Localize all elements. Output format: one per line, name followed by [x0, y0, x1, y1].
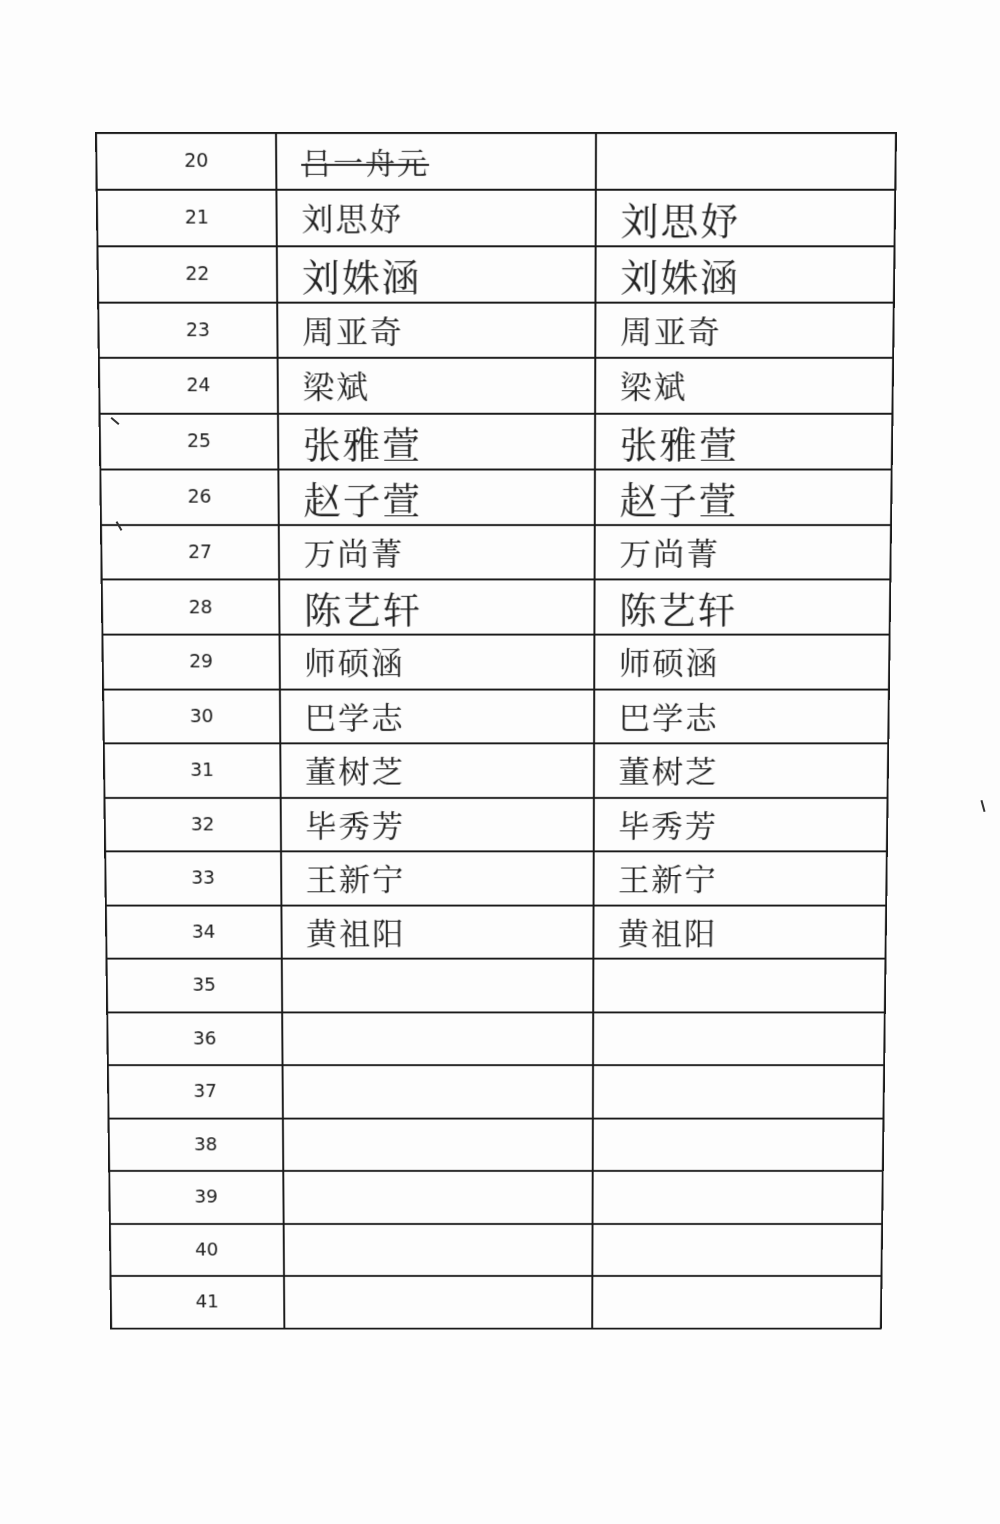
signature-table-body	[96, 133, 896, 1328]
signature-second	[593, 1171, 883, 1224]
signature-first	[282, 959, 594, 1012]
signature-first	[284, 1224, 593, 1276]
table-row	[103, 689, 889, 743]
signature-first: 陈艺轩	[279, 579, 594, 634]
table-row	[104, 743, 888, 797]
table-row	[100, 413, 893, 469]
signature-second	[596, 133, 896, 189]
signature-second	[592, 1224, 882, 1276]
table-row	[110, 1224, 882, 1276]
row-number: 37	[108, 1065, 283, 1118]
table-row	[111, 1276, 882, 1328]
signature-second: 周亚奇	[595, 302, 894, 358]
signature-first: 毕秀芳	[281, 797, 594, 851]
signature-second: 赵子萱	[595, 469, 892, 525]
signature-second: 刘思妤	[596, 189, 896, 246]
row-number: 32	[104, 797, 281, 851]
signature-first	[283, 1118, 593, 1171]
table-row	[99, 358, 893, 413]
table-row	[100, 469, 891, 525]
signature-second	[593, 1012, 885, 1065]
row-number: 22	[97, 246, 277, 302]
row-number: 38	[109, 1118, 284, 1171]
table-row	[109, 1118, 884, 1171]
signature-second: 万尚菁	[595, 525, 891, 580]
row-number: 31	[104, 743, 281, 797]
signature-first: 梁斌	[278, 358, 596, 413]
row-number: 40	[110, 1224, 284, 1276]
row-number: 41	[111, 1276, 285, 1328]
table-row	[101, 525, 891, 580]
signature-struck-out: 吕一舟元	[276, 133, 596, 189]
row-number: 39	[109, 1171, 283, 1224]
table-row	[98, 302, 894, 358]
signature-second	[593, 959, 885, 1012]
table-row	[107, 959, 886, 1012]
table-row	[104, 797, 887, 851]
table-row	[106, 905, 886, 959]
signature-first	[284, 1276, 592, 1328]
signature-first: 万尚菁	[279, 525, 595, 580]
table-row	[107, 1012, 885, 1065]
table-row	[108, 1065, 884, 1118]
table-row	[97, 189, 896, 246]
signature-first	[282, 1012, 593, 1065]
signature-first: 张雅萱	[278, 413, 595, 469]
signature-second: 巴学志	[594, 689, 889, 743]
signature-second: 陈艺轩	[594, 579, 890, 634]
signature-second: 刘姝涵	[595, 246, 894, 302]
row-number: 33	[105, 851, 281, 905]
signature-second: 梁斌	[595, 358, 893, 413]
signature-second: 王新宁	[594, 851, 887, 905]
signature-first: 董树芝	[280, 743, 594, 797]
row-number: 27	[101, 525, 279, 580]
row-number: 29	[102, 635, 280, 689]
row-number: 25	[100, 413, 279, 469]
signature-first	[283, 1065, 594, 1118]
signature-first: 赵子萱	[278, 469, 595, 525]
row-number: 24	[99, 358, 278, 413]
table-row	[96, 133, 896, 189]
table-row	[102, 635, 889, 689]
signature-first	[283, 1171, 592, 1224]
table-row	[97, 246, 894, 302]
signature-second: 师硕涵	[594, 635, 889, 689]
signature-second: 张雅萱	[595, 413, 892, 469]
table-row	[105, 851, 887, 905]
signature-second	[592, 1276, 881, 1328]
row-number: 21	[97, 189, 277, 246]
signature-first: 巴学志	[280, 689, 594, 743]
margin-tick-mark	[980, 800, 985, 812]
row-number: 23	[98, 302, 277, 358]
signature-first: 王新宁	[281, 851, 594, 905]
table-row	[109, 1171, 883, 1224]
signature-second	[593, 1065, 884, 1118]
signature-second: 毕秀芳	[594, 797, 888, 851]
row-number: 35	[107, 959, 283, 1012]
signature-first: 刘姝涵	[277, 246, 596, 302]
signature-first: 黄祖阳	[281, 905, 593, 959]
row-number: 34	[106, 905, 282, 959]
row-number: 36	[107, 1012, 282, 1065]
row-number: 20	[96, 133, 276, 189]
signature-second	[593, 1118, 884, 1171]
signature-first: 周亚奇	[277, 302, 595, 358]
row-number: 28	[102, 579, 280, 634]
signature-table	[95, 132, 897, 1329]
signature-second: 黄祖阳	[593, 905, 886, 959]
signature-first: 刘思妤	[276, 189, 595, 246]
signature-first: 师硕涵	[280, 635, 595, 689]
signature-second: 董树芝	[594, 743, 888, 797]
row-number: 30	[103, 689, 280, 743]
row-number: 26	[100, 469, 278, 525]
table-row	[102, 579, 891, 634]
